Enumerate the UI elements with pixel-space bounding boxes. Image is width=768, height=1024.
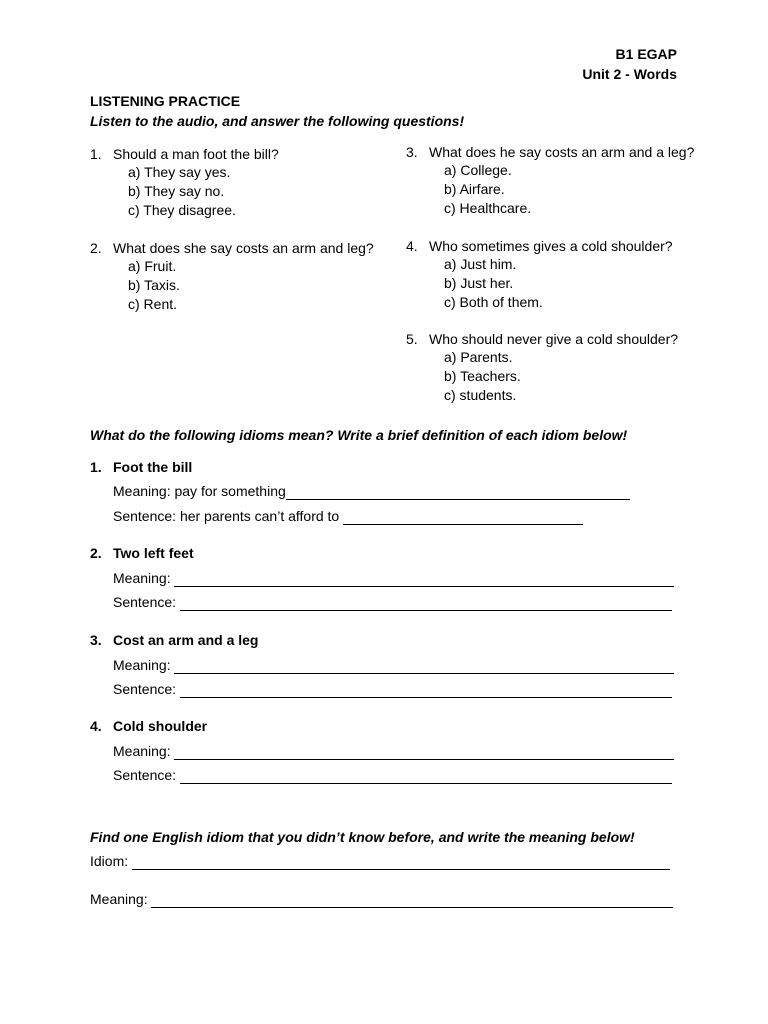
meaning-row	[113, 483, 630, 500]
option-a: a) They say yes.	[128, 164, 231, 180]
sentence-row	[113, 767, 672, 784]
unit-title: Unit 2 - Words	[582, 66, 677, 82]
option-b: b) Teachers.	[444, 368, 521, 384]
sentence-blank[interactable]	[180, 769, 672, 784]
option-b: b) They say no.	[128, 183, 225, 199]
sentence-label: Sentence:	[113, 767, 180, 783]
idiom-row	[90, 853, 670, 870]
option-a: a) Fruit.	[128, 258, 177, 274]
option-c: c) They disagree.	[128, 202, 236, 218]
idiom-title: Cold shoulder	[113, 718, 208, 734]
option-c: c) Rent.	[128, 296, 178, 312]
idiom-number: 4.	[90, 718, 102, 734]
sentence-label: Sentence:	[113, 508, 180, 524]
sentence-row	[113, 594, 672, 611]
meaning-blank[interactable]	[151, 893, 673, 908]
option-a: a) Just him.	[444, 256, 517, 272]
course-code: B1 EGAP	[615, 46, 677, 62]
idiom-title: Foot the bill	[113, 459, 193, 475]
sentence-label: Sentence:	[113, 594, 180, 610]
sentence-blank[interactable]	[343, 510, 583, 525]
option-a: a) Parents.	[444, 349, 513, 365]
meaning-label: Meaning:	[113, 657, 175, 673]
option-b: b) Just her.	[444, 275, 514, 291]
idiom-blank[interactable]	[132, 855, 670, 870]
meaning-blank[interactable]	[286, 485, 630, 500]
question-number: 1.	[90, 146, 102, 162]
meaning-blank[interactable]	[174, 745, 674, 760]
question-number: 5.	[406, 331, 418, 347]
idiom-label: Idiom:	[90, 853, 133, 869]
question-text: Who sometimes gives a cold shoulder?	[429, 238, 673, 254]
meaning-label: Meaning:	[113, 570, 175, 586]
question-number: 2.	[90, 240, 102, 256]
extra-meaning-row	[90, 891, 673, 908]
option-b: b) Taxis.	[128, 277, 180, 293]
meaning-answer: pay for something	[174, 483, 286, 499]
sentence-row	[113, 508, 583, 525]
sentence-answer: her parents can’t afford to	[179, 508, 344, 524]
sentence-label: Sentence:	[113, 681, 180, 697]
option-c: c) students.	[444, 387, 517, 403]
question-text: Who should never give a cold shoulder?	[429, 331, 679, 347]
listening-instruction: Listen to the audio, and answer the following questions!	[90, 113, 465, 129]
idiom-number: 3.	[90, 632, 102, 648]
question-text: Should a man foot the bill?	[113, 146, 279, 162]
meaning-blank[interactable]	[174, 572, 674, 587]
meaning-row	[113, 657, 674, 674]
idiom-number: 2.	[90, 545, 102, 561]
meaning-blank[interactable]	[174, 659, 674, 674]
meaning-label: Meaning:	[90, 891, 152, 907]
idiom-title: Cost an arm and a leg	[113, 632, 259, 648]
extra-instruction: Find one English idiom that you didn’t know before, and write the meaning below!	[90, 829, 635, 845]
option-a: a) College.	[444, 162, 512, 178]
idiom-number: 1.	[90, 459, 102, 475]
option-b: b) Airfare.	[444, 181, 505, 197]
meaning-label: Meaning:	[113, 483, 175, 499]
question-number: 4.	[406, 238, 418, 254]
sentence-blank[interactable]	[180, 683, 672, 698]
question-text: What does he say costs an arm and a leg?	[429, 144, 695, 160]
meaning-row	[113, 743, 674, 760]
sentence-blank[interactable]	[180, 596, 672, 611]
idioms-instruction: What do the following idioms mean? Write a brief definition of each idiom below!	[90, 427, 628, 443]
meaning-row	[113, 570, 674, 587]
question-number: 3.	[406, 144, 418, 160]
question-text: What does she say costs an arm and leg?	[113, 240, 374, 256]
option-c: c) Healthcare.	[444, 200, 532, 216]
meaning-label: Meaning:	[113, 743, 175, 759]
idiom-title: Two left feet	[113, 545, 194, 561]
option-c: c) Both of them.	[444, 294, 543, 310]
sentence-row	[113, 681, 672, 698]
section-title: LISTENING PRACTICE	[90, 93, 241, 109]
